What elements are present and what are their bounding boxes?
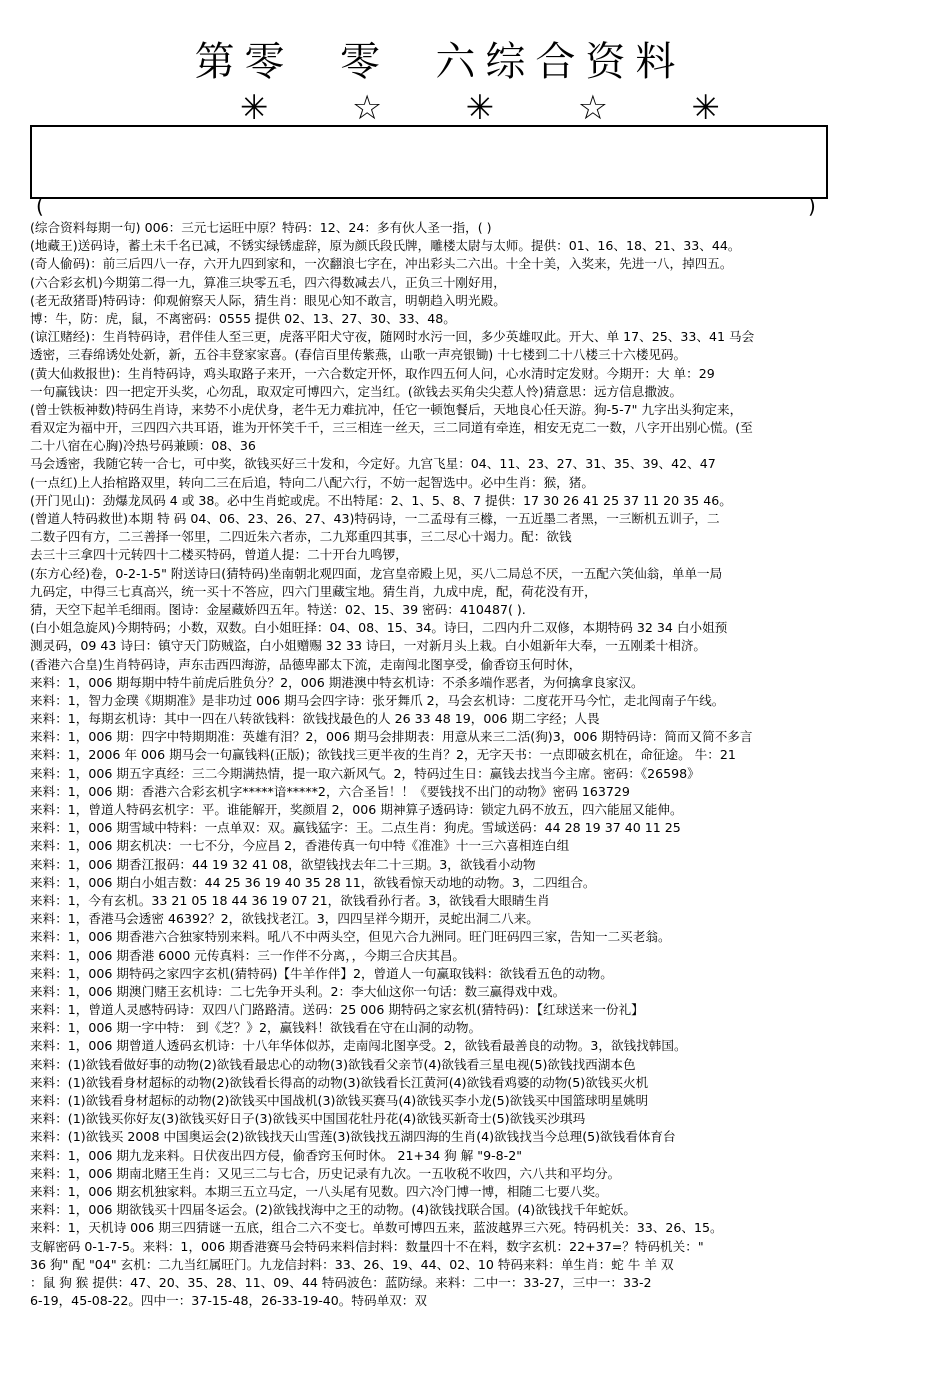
close-parenthesis: ) <box>808 194 816 218</box>
text-line: 来料：(1)欲钱买 2008 中国奥运会(2)欲钱找天山雪莲(3)欲钱找五湖四海的生肖(4)欲钱找当今总理(5)欲钱看体育台 <box>30 1129 676 1145</box>
text-line: 透密，三春绵诱处处新，新，五谷丰登家家喜。(春信百里传紫燕，山歌一声亮银锄) 十七楼到二十八楼三十六楼见码。 <box>30 347 687 363</box>
text-line: 来料：1，006 期雪域中特料：一点单双：双。赢钱猛字：王。二点生肖：狗虎。雪域送码：44 28 19 37 40 11 25 <box>30 820 681 836</box>
text-line: 博：牛，防：虎，鼠，不离密码：0555 提供 02、13、27、30、33、48。 <box>30 310 456 326</box>
star-outline-icon: ☆ <box>351 88 383 128</box>
page-title: 第零 零 六综合资料 <box>194 39 686 85</box>
text-line: 来料：1，006 期：四字中特期期准：英雄有泪？2，006 期马会排期表：用意从来三二活(狗)3，006 期特码诗：简而又简不多言 <box>30 729 753 745</box>
star-outline-icon: ☆ <box>577 88 609 128</box>
asterisk-icon: ✳ <box>691 88 720 128</box>
text-line: 二数子四有方，二三善择一邻里，二四近朱六者赤，二九郑重四其事，三二尽心十竭力。配：欲钱 <box>30 529 572 545</box>
text-line: (香港六合皇)生肖特码诗，声东击西四海游，品德卑鄙太下流，走南闯北图享受，偷香窃玉何时休， <box>30 656 582 672</box>
text-line: 来料：1，006 期特码之家四字玄机(猜特码)【牛羊作伴】2，曾道人一句赢取钱料：欲钱看五色的动物。 <box>30 965 613 981</box>
text-line: 来料：1，香港马会透密 46392？2，欲钱找老江。3，四四呈祥今期开，灵蛇出洞二八来。 <box>30 911 539 927</box>
text-line: (六合彩玄机)今期第二得一九，算准三块零五毛，四六得数减去八，正负三十刚好用， <box>30 274 506 290</box>
text-line: 来料：1，006 期：香港六合彩玄机字*****谙*****2，六合圣旨！！《要钱找不出门的动物》密码 163729 <box>30 783 630 799</box>
text-line: 来料：1，2006 年 006 期马会一句赢钱料(正版)；欲钱找三更半夜的生肖？2，无字天书：一点即破玄机在，命征途。 牛：21 <box>30 747 736 763</box>
text-line: (曾道人特码救世)本期 特 码 04、06、23、26、27、43)特码诗，一二孟母有三橼，一五近墨二者黑，一三断机五训子，二 <box>30 511 720 526</box>
text-line: 九码定，中得三七真高兴，统一买十不答应，四六门里藏宝地。猜生肖，九成中虎，配，荷花没有开， <box>30 583 597 599</box>
text-line: 来料：1，006 期玄机独家料。本期三五立马定，一八头尾有见数。四六冷门博一博，相随二七要八奖。 <box>30 1183 608 1199</box>
text-line: (东方心经)卷，0-2-1-5" 附送诗曰(猜特码)坐南朝北观四面，龙宫皇帝殿上见，买八二局总不厌，一五配六笑仙翁，单单一局 <box>30 565 723 581</box>
text-line: 一句赢钱诀：四一把定开头奖，心勿乱，取双定可博四六，定当红。(欲钱去买角尖尖惹人怜)猜意思：远方信息撒波。 <box>30 383 683 399</box>
text-line: (开门见山)：劲爆龙凤码 4 或 38。必中生肖蛇或虎。不出特尾：2、1、5、8、7 提供：17 30 26 41 25 37 11 20 35 46。 <box>30 492 732 508</box>
text-line: 测灵码，09 43 诗曰：镇守天门防贼盗，白小姐赠赐 32 33 诗曰，一对新月头上栽。白小姐新年大奉，一五刚柔十相济。 <box>30 638 707 654</box>
text-line: 来料：1，006 期澳门赌王玄机诗：二七先争开头利。2：李大仙这你一句话：数三赢得戏中戏。 <box>30 983 566 999</box>
text-line: (奇人偷码)：前三后四八一存，六开九四到家和，一次翻浪七字在，冲出彩头二六出。十全十美，入奖来，先进一八，掉四五。 <box>30 256 733 272</box>
text-line: (曾士铁板神数)特码生肖诗，来势不小虎伏身，老牛无力难抗冲，任它一顿饱餐后，天地良心任天游。狗-5-7" 九字出头狗定来， <box>30 401 743 417</box>
text-body <box>30 219 930 1310</box>
text-line: 6-19，45-08-22。四中一：37-15-48，26-33-19-40。特码单双：双 <box>30 1293 427 1309</box>
asterisk-icon: ✳ <box>465 88 495 128</box>
text-line: 来料：1，006 期南北赌王生肖：又见三二与七合，历史记录有九次。一五收税不收四，六八共和平均分。 <box>30 1165 621 1181</box>
text-line: 来料：(1)欲钱看身材超标的动物(2)欲钱看长得高的动物(3)欲钱看长江黄河(4)欲钱看鸡婆的动物(5)欲钱买火机 <box>30 1074 649 1090</box>
text-line: 来料：(1)欲钱看身材超标的动物(2)欲钱买中国战机(3)欲钱买赛马(4)欲钱买李小龙(5)欲钱买中国篮球明星姚明 <box>30 1093 649 1108</box>
text-line: 来料：1，天机诗 006 期三四猜谜一五底，组合二六不变七。单数可博四五来，蓝波越界三六死。特码机关：33、26、15。 <box>30 1220 723 1236</box>
text-line: 猜，天空下起羊毛细雨。图诗：金屋藏娇四五年。特送：02、15、39 密码：410487( ). <box>30 601 526 617</box>
text-line: 看双定为福中开，三四四六共耳语，谁为开怀笑千千，三三相连一丝天，三二同道有牵连，相安无克二一数，八字开出别心慌。(至 <box>30 420 753 436</box>
text-line: 来料：1，006 期玄机决：一七不分，今应昌 2，香港传真一句中特《准准》十一三六喜相连白组 <box>30 838 570 854</box>
text-line: ：鼠 狗 猴 提供：47、20、35、28、11、09、44 特码波色：蓝防绿。来料：二中一：33-27，三中一：33-2 <box>30 1274 652 1290</box>
text-line: 来料：(1)欲钱看做好事的动物(2)欲钱看最忠心的动物(3)欲钱看父亲节(4)欲钱看三星电视(5)欲钱找西湖本色 <box>30 1056 636 1072</box>
text-line: 去三十三拿四十元转四十二楼买特码，曾道人提：二十开台九鸣锣， <box>30 547 408 563</box>
text-line: 来料：1，曾道人特码玄机字：平。谁能解开，奖颜眉 2，006 期神算子透码诗：锁定九码不放五，四六能屈又能伸。 <box>30 802 683 817</box>
text-line: 36 狗" 配 "04" 玄机：二九当红属旺门。九龙信封料：33、26、19、44、02、10 特码来料：单生肖：蛇 牛 羊 双 <box>30 1256 674 1272</box>
text-line: 来料：1，006 期白小姐吉数：44 25 36 19 40 35 28 11，欲钱看惊天动地的动物。3，二四组合。 <box>30 874 596 890</box>
text-line: 来料：1，每期玄机诗：其中一四在八转欲钱料：欲钱找最色的人 26 33 48 19，006 期二字经；人畏 <box>30 711 600 727</box>
text-line: 来料：1，006 期香江报码：44 19 32 41 08，欲望钱找去年二十三期。3，欲钱看小动物 <box>30 856 536 872</box>
text-line: (谅江赌经)：生肖特码诗，君伴佳人至三更，虎落平阳犬守夜，随网时水污一回，多少英雄叹此。开大、单 17、25、33、41 马会 <box>30 329 755 345</box>
text-line: (黄大仙救报世)：生肖特码诗，鸡头取路子来开，一六合数定开怀，取作四五何人问，心水清时定发财。今期开：大 单：29 <box>30 365 715 381</box>
blank-box <box>30 125 828 199</box>
text-line: 来料：1，006 期香港 6000 元传真料：三一作伴不分离，，今期三合庆其昌。 <box>30 947 466 963</box>
text-line: 来料：1，006 期曾道人透码玄机诗：十八年华体似苏，走南闯北图享受。2，欲钱看最善良的动物。3，欲钱找韩国。 <box>30 1038 687 1054</box>
text-line: 来料：1，曾道人灵感特码诗：双四八门路路清。送码：25 006 期特码之家玄机(猜特码)：【红球送来一份礼】 <box>30 1002 644 1018</box>
text-line: 来料：1，006 期欲钱买十四届冬运会。(2)欲钱找海中之王的动物。(4)欲钱找联合国。(4)欲钱找千年蛇妖。 <box>30 1202 636 1218</box>
text-line: 支解密码 0-1-7-5。来料：1，006 期香港赛马会特码来料信封料：数量四十不在料，数字玄机：22+37=？特码机关：" <box>30 1238 704 1254</box>
text-line: 来料：1，006 期香港六合独家特别来料。吼八不中两头空，但见六合九洲同。旺门旺码四三家，告知一二买老翁。 <box>30 929 671 945</box>
text-line: 马会透密，我随它转一合七，可中奖，欲钱买好三十发和，今定好。九宫飞星：04、11、23、27、31、35、39、42、47 <box>30 456 716 472</box>
star-row <box>240 88 720 128</box>
text-line: 来料：1，006 期每期中特牛前虎后胜负分？2，006 期港澳中特玄机诗：不杀多端作恶者，为何擒拿良家汉。 <box>30 674 644 690</box>
text-line: (一点红)上人抬棺路双里，转向二三在后追，特向二八配六行，不妨一起智选中。必中生肖：猴，猪。 <box>30 474 594 490</box>
text-line: 来料：1，今有玄机。33 21 05 18 44 36 19 07 21，欲钱看孙行者。3，欲钱看大眼睛生肖 <box>30 892 550 908</box>
open-parenthesis: ( <box>36 194 44 218</box>
text-line: (白小姐急旋风)今期特码；小数，双数。白小姐旺择：04、08、15、34。诗曰，二四内升二双修，本期特码 32 34 白小姐预 <box>30 620 728 636</box>
text-line: 来料：1，智力金璞《期期准》是非功过 006 期马会四字诗：张牙舞爪 2，马会玄机诗：二度花开马今忙，走北闯南子午线。 <box>30 692 725 708</box>
text-line: 二十八宿在心胸)冷热号码兼顾：08、36 <box>30 438 256 454</box>
text-line: (综合资料每期一句) 006：三元七运旺中原？特码：12、24：多有伙人圣一指，( ) <box>30 220 492 235</box>
text-line: 来料：(1)欲钱买你好友(3)欲钱买好日子(3)欲钱买中国国花牡丹花(4)欲钱买新奇士(5)欲钱买沙琪玛 <box>30 1111 586 1127</box>
text-line: 来料：1，006 期九龙来料。日伏夜出四方侵，偷香窍玉何时休。 21+34 狗 解 "9-8-2" <box>30 1147 523 1163</box>
asterisk-icon: ✳ <box>240 88 269 128</box>
text-line: 来料：1，006 期一字中特： 到《芝？》2，赢钱料！欲钱看在守在山洞的动物。 <box>30 1020 482 1036</box>
text-line: (地藏王)送码诗，蓄土未千名已减，不锈实绿锈虚辞，原为颜氏段氏牌，雕楼太尉与太师。提供：01、16、18、21、33、44。 <box>30 238 741 254</box>
text-line: 来料：1，006 期五字真经：三二今期满热情，提一取六新风气。2，特码过生日：赢钱去找当今主席。密码：《26598》 <box>30 765 700 781</box>
text-line: (老无敌猪哥)特码诗：仰观俯察天人际，猜生肖：眼见心知不敢言，明朝趋入明光殿。 <box>30 292 506 308</box>
